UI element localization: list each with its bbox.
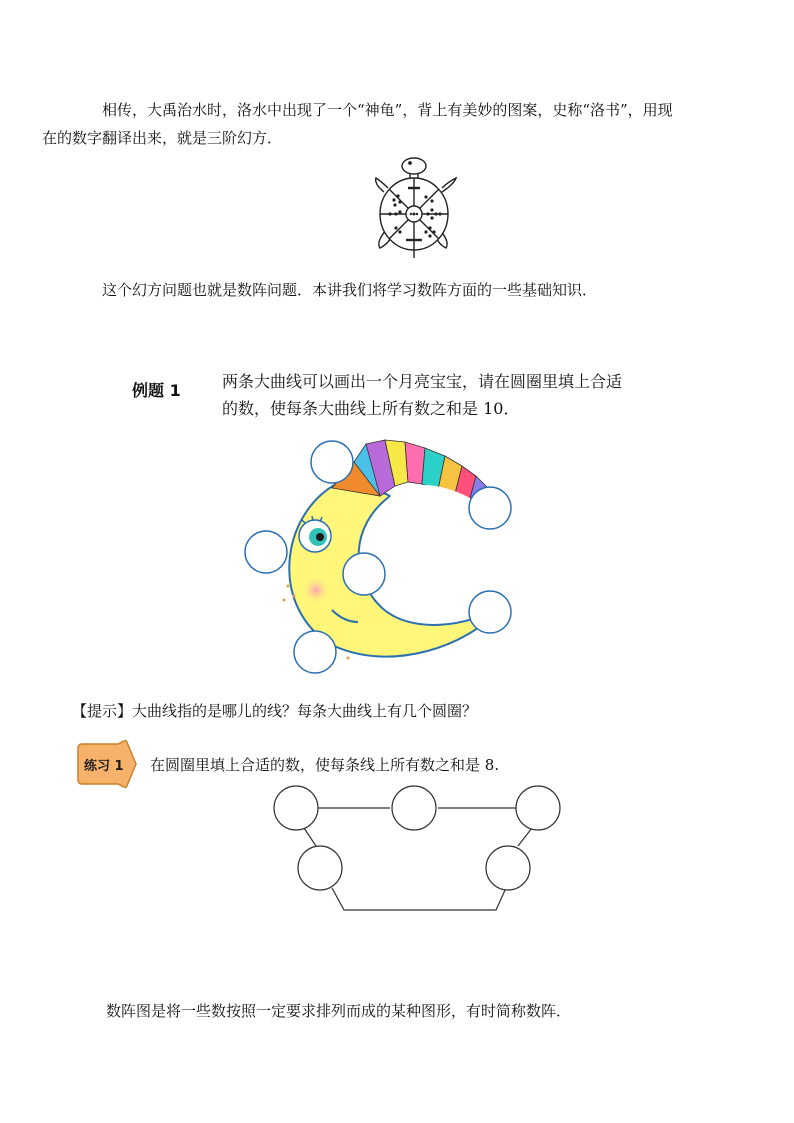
blank-circle-bottom-left[interactable] bbox=[298, 846, 342, 890]
example-1-line-1: 两条大曲线可以画出一个月亮宝宝，请在圆圈里填上合适 bbox=[222, 372, 623, 391]
bottom-line bbox=[332, 888, 506, 910]
blank-circle-bottom-right[interactable] bbox=[486, 846, 530, 890]
intro-line-1: 相传，大禹治水时，洛水中出现了一个“神龟”，背上有美妙的图案，史称“洛书”，用现 bbox=[102, 101, 673, 119]
luoshu-turtle-illustration bbox=[370, 152, 462, 262]
right-line bbox=[518, 828, 532, 846]
moon-blank-circle[interactable] bbox=[311, 441, 353, 483]
example-1-line-2: 的数，使每条大曲线上所有数之和是 10． bbox=[222, 399, 520, 418]
example-1-text bbox=[222, 368, 702, 422]
moon-blank-circle[interactable] bbox=[245, 531, 287, 573]
moon-blank-circle[interactable] bbox=[294, 631, 336, 673]
moon-blank-circle[interactable] bbox=[469, 591, 511, 633]
blank-circle-top-right[interactable] bbox=[516, 786, 560, 830]
left-line bbox=[304, 828, 316, 846]
intro-line-2: 在的数字翻译出来，就是三阶幻方． bbox=[42, 129, 283, 147]
moon-blank-circle[interactable] bbox=[469, 487, 511, 529]
hint-text: 【提示】大曲线指的是哪儿的线？每条大曲线上有几个圆圈？ bbox=[72, 702, 478, 720]
practice-1-label: 练习 1 bbox=[84, 759, 124, 774]
moon-baby-illustration bbox=[240, 436, 530, 676]
definition-text: 数阵图是将一些数按照一定要求排列而成的某种图形，有时简称数阵． bbox=[106, 1002, 572, 1020]
blank-circle-top-left[interactable] bbox=[274, 786, 318, 830]
conclusion-text: 这个幻方问题也就是数阵问题．本讲我们将学习数阵方面的一些基础知识． bbox=[102, 281, 598, 299]
practice-1-text: 在圆圈里填上合适的数，使每条线上所有数之和是 8. bbox=[150, 756, 500, 774]
practice-1-badge bbox=[74, 740, 138, 788]
moon-blank-circle[interactable] bbox=[343, 553, 385, 595]
example-1-label: 例题 1 bbox=[132, 381, 181, 400]
blank-circle-top-middle[interactable] bbox=[392, 786, 436, 830]
intro-paragraph bbox=[42, 96, 732, 152]
practice-1-diagram bbox=[270, 782, 566, 916]
